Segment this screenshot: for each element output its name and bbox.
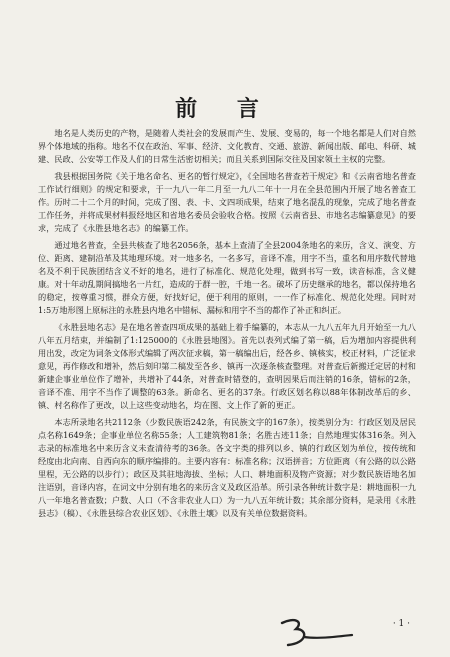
page-title: 前 言 (175, 96, 275, 122)
paragraph: 《永胜县地名志》是在地名普查四项成果的基础上着手编纂的，本志从一九八五年九月开始至一九八八年五月结束，并编制了1:125000的《永胜县地图》。首先以表列式编了第一稿，后为增加内容提供利用出发，改定为词条文体形式编辑了两次征求稿，第一稿编出后，经各乡、镇核实，校正材料，广泛征求意见，再作修改和增补，然后刻印第二稿发至各乡、镇再一次逐条核查整理。对普查后新搬迁定居的村和新建企事业单位作了增补，共增补了44条，对普查时错登的，查明因果后而注销的16条，错标的2条，音译不准、用字不当作了调整的63条。新命名、更名的37条。行政区划名称以88年体制改革后的乡、镇、村名称作了更改，以上这些变动地名，均在图、文上作了新的更正。 (38, 322, 416, 410)
preface-body (38, 127, 416, 524)
paragraph: 本志所录地名共2112条（少数民族语242条，有民族文字的167条），按类别分为：行政区划及居民点名称1649条；企事业单位名称55条；人工建筑物81条；名胜古迹11条；自然地理实体316条。列入志录的标准地名中来历含义未查清待考的36条。各文字类的排列以乡、镇的行政区划为单位，按传统和经度由北向南、自西向东的顺序编排的。主要内容有：标准名称；汉语拼音；方位距离（有公路的以公路里程，无公路的以步行）；政区及其驻地海拔、坐标；人口、耕地面积及物产资源；对少数民族语地名加注语别，音译内容，在词文中分别有地名的来历含义及政区沿革。所引录各种统计数字是：耕地面积一九八一年地名普查数；户数、人口（不含非农业人口）为一九八五年统计数；其余部分资料，是录用《永胜县志》（稿）、《永胜县综合农业区划》、《永胜土壤》以及有关单位数据资料。 (38, 417, 416, 518)
paragraph: 我县根据国务院《关于地名命名、更名的暂行规定》，《全国地名普查若干规定》和《云南省地名普查工作试行细则》的规定和要求，于一九八一年二月至一九八二年十一月在全县范围内开展了地名普查工作。历时二十二个月的时间，完成了图、表、卡、文四项成果，结束了地名混乱的现象，完成了地名普查工作任务，并将成果材料报经地区和省地名委员会验收合格。按照《云南省县、市地名志编纂意见》的要求，完成了《永胜县地名志》的编纂工作。 (38, 171, 416, 233)
page-number: · 1 · (392, 619, 410, 629)
handwritten-number-icon (278, 617, 356, 651)
paragraph: 通过地名普查，全县共核查了地名2056条，基本上查清了全县2004条地名的来历，含义、演变、方位、距离、建制沿革及其地理环境。对一地多名，一名多写，音译不准，用字不当，重名和用序数代替地名及不利于民族团结含义不好的地名，进行了标准化、规范化处理，做到书写一致，读音标准，含义健康。对十年动乱期间搞地名一片红，造成的于群一腔，千地一名。破坏了历史继承的地名，都以保持地名的稳定，按尊重习惯，群众方便，好找好记，便于利用的原则，一一作了标准化、规范化处理。同时对1:5万地形图上原标注的永胜县内地名中错标、漏标和用字不当的都作了补正和纠正。 (38, 240, 416, 315)
paragraph: 地名是人类历史的产物，是随着人类社会的发展而产生、发展、变易的，每一个地名都是人们对自然界个体地域的指称。地名不仅在政治、军事、经济、文化教育、交通、旅游、新闻出版、邮电、科研、城建、民政、公安等工作及人们的日常生活密切相关；而且关系到国际交往及国家领土主权的完整。 (38, 128, 416, 164)
